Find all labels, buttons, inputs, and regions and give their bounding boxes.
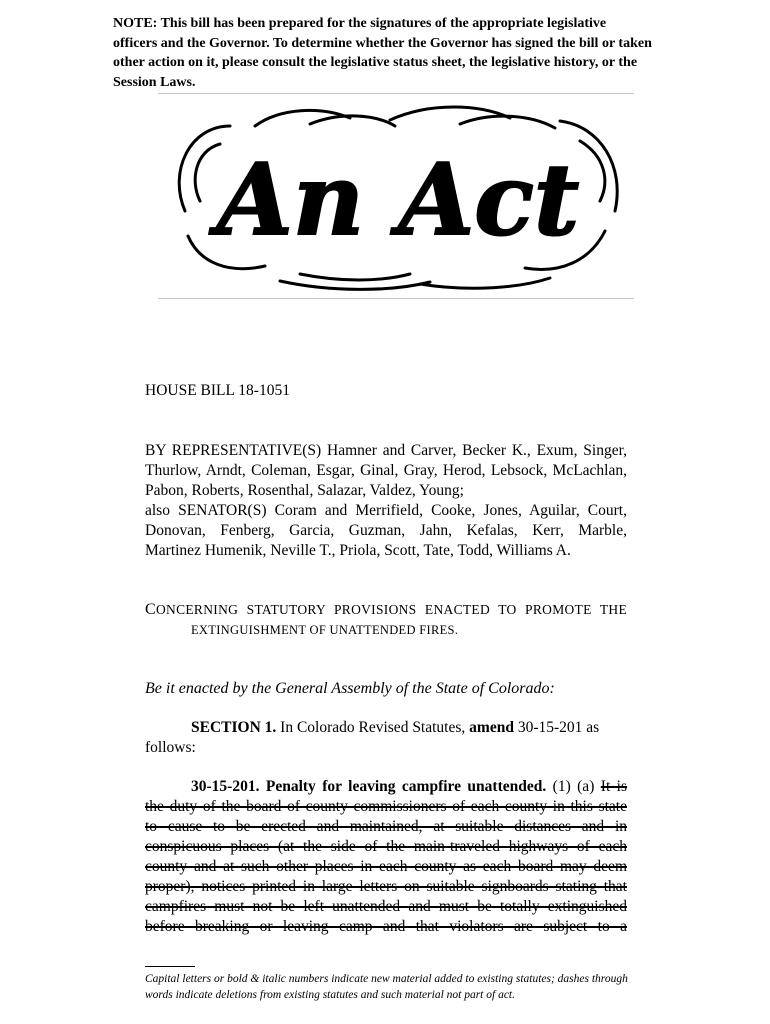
section-text: In Colorado Revised Statutes,: [276, 719, 470, 736]
deleted-line: proper), notices printed in large letters on suitable signboards stating that: [145, 878, 627, 895]
deleted-line: to cause to be erected and maintained, at suitable distances and in: [145, 818, 627, 835]
bill-number: HOUSE BILL 18-1051: [145, 382, 290, 399]
sponsor-line: BY REPRESENTATIVE(S) Hamner and Carver, Becker K., Exum, Singer,: [145, 442, 627, 459]
section-1: [145, 718, 627, 758]
header-divider-top: [158, 93, 634, 94]
enacting-clause: Be it enacted by the General Assembly of the State of Colorado:: [145, 680, 555, 697]
header-divider-bottom: [158, 298, 634, 299]
sponsor-line: Thurlow, Arndt, Coleman, Esgar, Ginal, Gray, Herod, Lebsock, McLachlan,: [145, 462, 627, 479]
sponsor-line: Pabon, Roberts, Rosenthal, Salazar, Valdez, Young;: [145, 482, 464, 499]
section-text-line-2: follows:: [145, 739, 196, 756]
sponsor-line: also SENATOR(S) Coram and Merrifield, Cooke, Jones, Aguilar, Court,: [145, 502, 627, 519]
title-line-1: ONCERNING STATUTORY PROVISIONS ENACTED TO PROMOTE THE: [155, 602, 627, 617]
deleted-line: before breaking or leaving camp and that violators are subject to a: [145, 918, 627, 935]
section-text-after: 30-15-201 as: [513, 719, 600, 736]
sponsors-block: [145, 441, 627, 561]
footnote-rule: [145, 966, 195, 967]
statute-subsection: (1) (a): [546, 778, 601, 795]
an-act-emblem: [160, 96, 636, 296]
sponsor-line: Martinez Humenik, Neville T., Priola, Scott, Tate, Todd, Williams A.: [145, 542, 571, 559]
bill-title: [145, 600, 627, 640]
section-label: SECTION 1.: [191, 719, 277, 736]
deleted-line: county and at such other places in each county as each board may deem: [145, 858, 627, 875]
sponsor-line: Donovan, Fenberg, Garcia, Guzman, Jahn, Kefalas, Kerr, Marble,: [145, 522, 627, 539]
amend-word: amend: [469, 719, 514, 736]
emblem-title: An Act: [216, 143, 580, 258]
deleted-text: It is: [600, 778, 627, 795]
title-line-2: EXTINGUISHMENT OF UNATTENDED FIRES.: [191, 623, 459, 637]
deleted-line: conspicuous places (at the side of the main-traveled highways of each: [145, 838, 627, 855]
statute-heading: 30-15-201. Penalty for leaving campfire unattended.: [191, 778, 547, 795]
statute-text: [145, 777, 627, 937]
footnote: Capital letters or bold & italic numbers indicate new material added to existing statutes; dashes through words indicate deletions from existing statutes and such material not part of act.: [145, 973, 628, 1001]
signature-note: NOTE: This bill has been prepared for the signatures of the appropriate legislative officers and the Governor. To determine whether the Governor has signed the bill or taken other action on it, please consult the legislative status sheet, the legislative history, or the Session Laws.: [113, 16, 652, 90]
deleted-line: the duty of the board of county commissioners of each county in this state: [145, 798, 627, 815]
deleted-line: campfires must not be left unattended and must be totally extinguished: [145, 898, 627, 915]
title-cap-letter: C: [145, 601, 156, 618]
